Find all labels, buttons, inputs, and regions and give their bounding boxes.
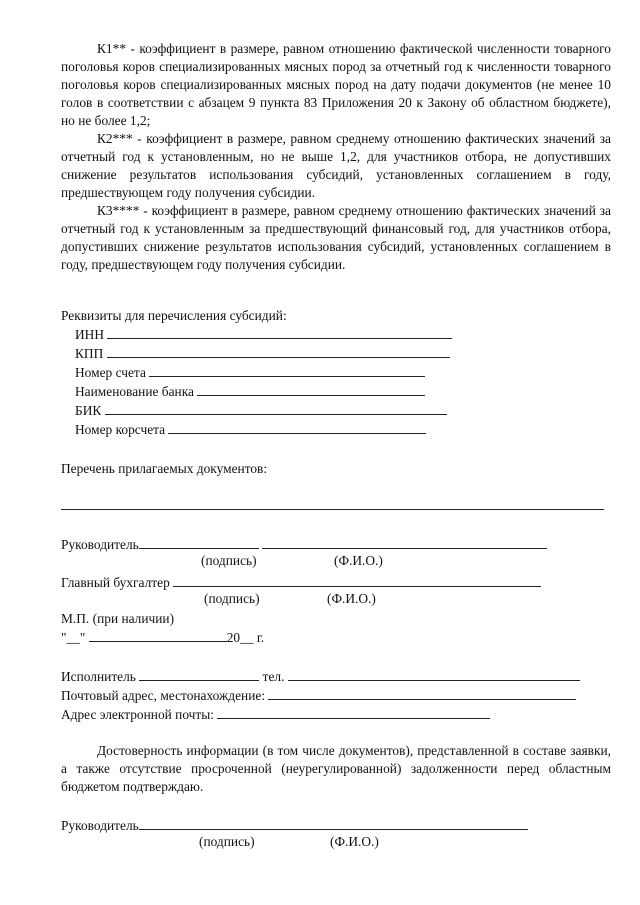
inn-row <box>75 325 452 344</box>
bik-field[interactable] <box>105 401 447 415</box>
final-head-name-caption: (Ф.И.О.) <box>330 834 379 849</box>
kpp-field[interactable] <box>107 344 450 358</box>
account-field[interactable] <box>149 363 425 377</box>
executor-row <box>61 667 580 686</box>
email-row <box>61 705 490 724</box>
final-head-name-field[interactable] <box>263 816 528 830</box>
corr-field[interactable] <box>168 420 426 434</box>
address-label: Почтовый адрес, местонахождение: <box>61 688 266 703</box>
phone-field[interactable] <box>288 667 580 681</box>
account-label: Номер счета <box>75 365 146 380</box>
bik-row <box>75 401 447 420</box>
bank-label: Наименование банка <box>75 384 194 399</box>
accountant-name-field[interactable] <box>257 573 541 587</box>
date-month-field[interactable] <box>89 628 227 642</box>
corr-row <box>75 420 426 439</box>
documents-line[interactable] <box>61 509 604 510</box>
bank-field[interactable] <box>197 382 425 396</box>
coefficient-k1-paragraph: К1** - коэффициент в размере, равном отношению фактической численности товарного поголовья коров специализированных мясных пород за отчетный год к численности товарного поголовья коров специализированных мясных пород на дату подачи документов (не менее 10 голов в соответствии с абзацем 9 пункта 83 Приложения 20 к Закону об областном бюджете), но не более 1,2; <box>61 41 611 128</box>
date-row <box>61 628 264 647</box>
corr-label: Номер корсчета <box>75 422 166 437</box>
address-row <box>61 686 576 705</box>
documents-title: Перечень прилагаемых документов: <box>61 461 268 476</box>
email-field[interactable] <box>217 705 490 719</box>
phone-label: тел. <box>262 669 285 684</box>
requisites-title: Реквизиты для перечисления субсидий: <box>61 308 287 323</box>
accountant-name-caption: (Ф.И.О.) <box>327 591 376 606</box>
accountant-sign-row <box>61 573 541 592</box>
account-row <box>75 363 425 382</box>
accountant-signature-caption: (подпись) <box>204 591 260 606</box>
date-year: 20__ г. <box>226 630 265 645</box>
head-signature-caption: (подпись) <box>201 553 257 568</box>
kpp-label: КПП <box>75 346 104 361</box>
final-head-signature-field[interactable] <box>139 816 263 830</box>
bank-row <box>75 382 425 401</box>
accountant-label: Главный бухгалтер <box>61 575 170 590</box>
final-head-sign-row <box>61 816 528 835</box>
head-label: Руководитель <box>61 537 139 552</box>
head-signature-field[interactable] <box>139 535 259 549</box>
date-day: "__" <box>61 630 86 645</box>
head-sign-row <box>61 535 547 554</box>
stamp-note: М.П. (при наличии) <box>61 611 175 626</box>
final-head-signature-caption: (подпись) <box>199 834 255 849</box>
inn-label: ИНН <box>75 327 105 342</box>
executor-label: Исполнитель <box>61 669 136 684</box>
kpp-row <box>75 344 450 363</box>
coefficient-k3-paragraph: К3**** - коэффициент в размере, равном среднему отношению фактических значений за отчетный год к установленным за предшествующий финансовый год, для участников отбора, допустивших снижение результатов использования субсидий, установленных соглашением в году, предшествующем году получения субсидии. <box>61 203 611 272</box>
executor-field[interactable] <box>139 667 259 681</box>
coefficient-k2-paragraph: К2*** - коэффициент в размере, равном среднему отношению фактических значений за отчетный год к установленным, но не выше 1,2, для участников отбора, не допустивших снижение результатов использования субсидий, установленных соглашением в году, предшествующем году получения субсидии. <box>61 131 611 200</box>
head-name-field[interactable] <box>262 535 547 549</box>
accountant-signature-field[interactable] <box>173 573 257 587</box>
inn-field[interactable] <box>107 325 452 339</box>
email-label: Адрес электронной почты: <box>61 707 214 722</box>
bik-label: БИК <box>75 403 102 418</box>
head-name-caption: (Ф.И.О.) <box>334 553 383 568</box>
final-head-label: Руководитель <box>61 818 139 833</box>
confirmation-paragraph: Достоверность информации (в том числе документов), представленной в составе заявки, а также отсутствие просроченной (неурегулированной) задолженности перед областным бюджетом подтверждаю. <box>61 743 611 794</box>
address-field[interactable] <box>268 686 576 700</box>
